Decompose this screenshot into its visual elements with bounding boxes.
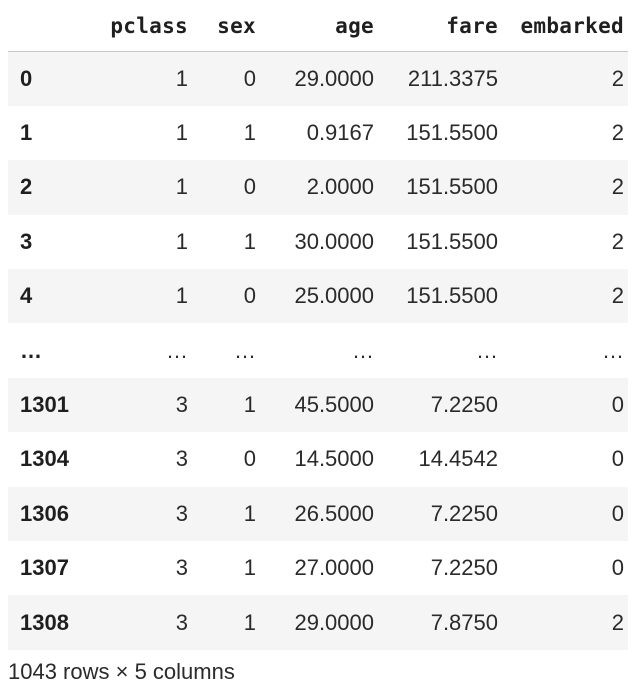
cell-fare: 151.5500	[406, 174, 498, 200]
row-index: …	[20, 337, 42, 363]
header-row	[8, 0, 628, 52]
cell-age: 27.0000	[294, 555, 374, 581]
cell-sex: 1	[243, 609, 256, 635]
cell-pclass: 1	[175, 120, 188, 146]
cell-fare: 7.2250	[430, 392, 498, 418]
cell-pclass: 1	[175, 65, 188, 91]
cell-sex: 0	[243, 65, 256, 91]
cell-age: 26.5000	[294, 500, 374, 526]
column-header-embarked: embarked	[502, 0, 628, 52]
cell-embarked: …	[602, 337, 624, 363]
row-index: 2	[20, 174, 33, 200]
cell-pclass: 3	[175, 609, 188, 635]
cell-age: …	[352, 337, 374, 363]
cell-embarked: 2	[611, 174, 624, 200]
cell-sex: 1	[243, 120, 256, 146]
cell-age: 30.0000	[294, 228, 374, 254]
row-index: 4	[20, 283, 33, 309]
row-index: 1308	[20, 609, 69, 635]
cell-age: 14.5000	[294, 446, 374, 472]
row-index: 3	[20, 228, 33, 254]
table-row	[8, 378, 628, 432]
cell-pclass: 1	[175, 228, 188, 254]
cell-embarked: 2	[611, 120, 624, 146]
cell-fare: 7.2250	[430, 555, 498, 581]
cell-age: 29.0000	[294, 609, 374, 635]
table-row	[8, 432, 628, 486]
table-row	[8, 487, 628, 541]
cell-age: 25.0000	[294, 283, 374, 309]
table-row	[8, 595, 628, 649]
cell-fare: 151.5500	[406, 283, 498, 309]
table-row	[8, 541, 628, 595]
cell-sex: 1	[243, 555, 256, 581]
row-index: 1304	[20, 446, 69, 472]
cell-age: 29.0000	[294, 65, 374, 91]
cell-sex: …	[234, 337, 256, 363]
ellipsis-row	[8, 323, 628, 377]
cell-fare: 211.3375	[407, 65, 498, 91]
cell-embarked: 0	[611, 555, 624, 581]
cell-embarked: 0	[611, 500, 624, 526]
column-header-sex: sex	[192, 0, 260, 52]
column-header-fare: fare	[378, 0, 502, 52]
row-index: 0	[20, 65, 33, 91]
cell-age: 2.0000	[306, 174, 374, 200]
cell-sex: 1	[243, 392, 256, 418]
cell-sex: 0	[243, 174, 256, 200]
row-index: 1307	[20, 555, 69, 581]
cell-fare: 14.4542	[418, 446, 498, 472]
table-row	[8, 106, 628, 160]
cell-pclass: 3	[175, 555, 188, 581]
cell-fare: 7.8750	[430, 609, 498, 635]
column-header-pclass: pclass	[82, 0, 192, 52]
cell-embarked: 2	[611, 283, 624, 309]
cell-sex: 1	[243, 228, 256, 254]
row-index: 1306	[20, 500, 69, 526]
cell-pclass: 3	[175, 500, 188, 526]
cell-embarked: 2	[611, 65, 624, 91]
cell-pclass: 3	[175, 392, 188, 418]
table-row	[8, 215, 628, 269]
cell-age: 45.5000	[294, 392, 374, 418]
cell-fare: …	[476, 337, 498, 363]
cell-embarked: 2	[611, 228, 624, 254]
cell-embarked: 0	[611, 392, 624, 418]
cell-fare: 151.5500	[406, 120, 498, 146]
shape-summary: 1043 rows × 5 columns	[8, 659, 235, 684]
cell-pclass: 3	[175, 446, 188, 472]
table-body	[8, 52, 628, 650]
cell-fare: 7.2250	[430, 500, 498, 526]
cell-fare: 151.5500	[406, 228, 498, 254]
row-index: 1301	[20, 392, 69, 418]
table-row	[8, 269, 628, 323]
cell-pclass: …	[166, 337, 188, 363]
index-header	[8, 0, 82, 52]
cell-pclass: 1	[175, 174, 188, 200]
cell-pclass: 1	[175, 283, 188, 309]
column-header-age: age	[260, 0, 378, 52]
row-index: 1	[20, 120, 33, 146]
dataframe-table	[8, 0, 628, 650]
table-header	[8, 0, 628, 52]
cell-embarked: 0	[611, 446, 624, 472]
cell-age: 0.9167	[306, 120, 374, 146]
table-row	[8, 160, 628, 214]
cell-sex: 1	[243, 500, 256, 526]
cell-sex: 0	[243, 446, 256, 472]
cell-embarked: 2	[611, 609, 624, 635]
cell-sex: 0	[243, 283, 256, 309]
table-row	[8, 52, 628, 106]
